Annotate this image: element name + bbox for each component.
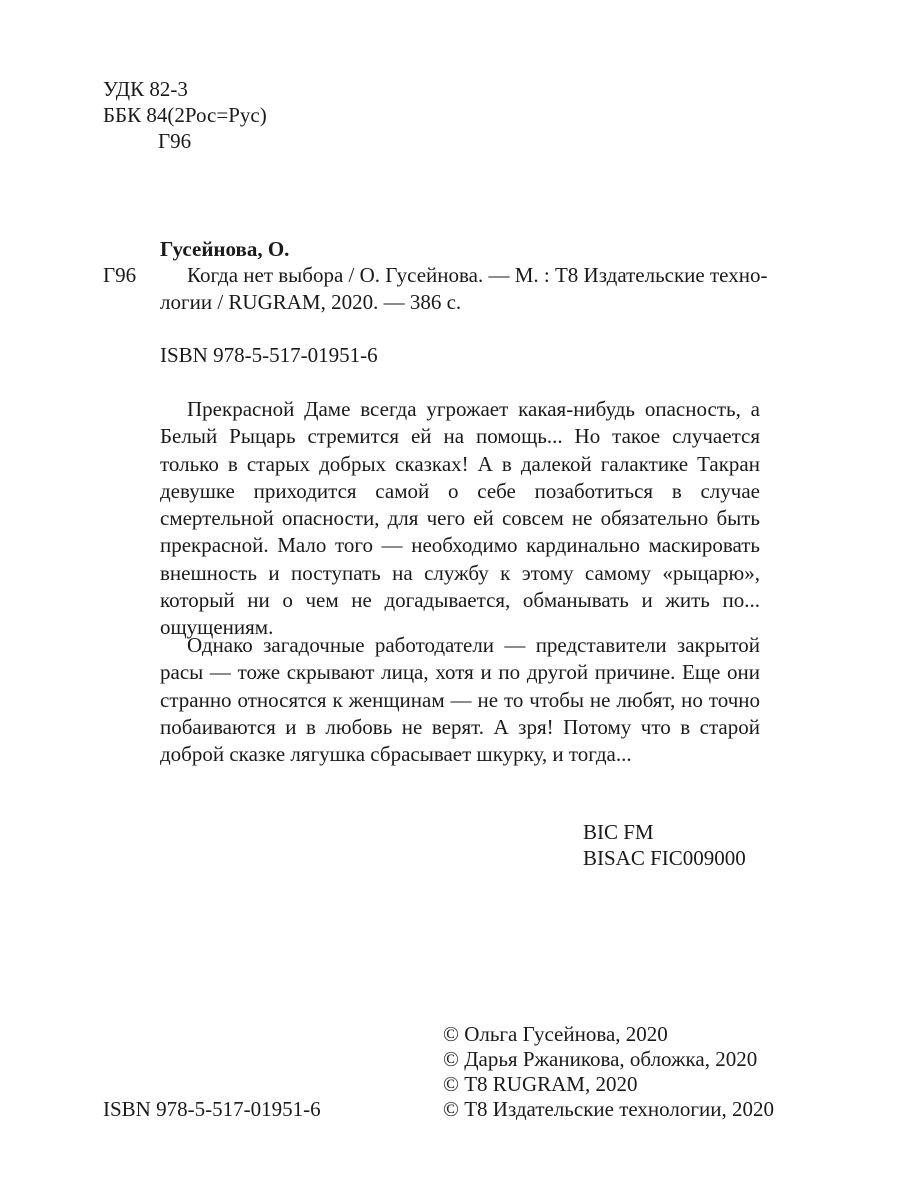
copyright-line: © Ольга Гусейнова, 2020 (443, 1022, 668, 1046)
record-author: Гусейнова, О. (160, 237, 290, 261)
bbk-code: ББК 84(2Рос=Рус) (103, 103, 267, 127)
bic-code: BIC FM (583, 820, 654, 844)
udk-code: УДК 82-3 (103, 77, 188, 101)
author-mark: Г96 (158, 129, 192, 153)
copyright-line: © Дарья Ржаникова, обложка, 2020 (443, 1047, 758, 1071)
annotation-paragraph-1: Прекрасной Даме всегда угрожает какая-нибудь опасность, а Белый Рыцарь стремится ей на помощь... Но такое случается только в старых добрых сказках! А в далекой галактике Такран девушке приходится самой о себе позаботиться в случае смертельной опасности, для чего ей совсем не обязательно быть прекрасной. Мало того — необходимо кардинально маскировать внешность и поступать на службу к этому самому «рыцарю», который ни о чем не догадывается, обманывать и жить по... ощущениям. (160, 397, 760, 640)
annotation-paragraph-2: Однако загадочные работодатели — представители закрытой расы — тоже скрывают лица, хотя и по другой причине. Еще они странно относятся к женщинам — не то чтобы не любят, но точно побаиваются и в любовь не верят. А зря! Потому что в старой доброй сказке лягушка сбрасывает шкурку, и тогда... (160, 633, 760, 767)
record-title-line-2: логии / RUGRAM, 2020. — 386 с. (160, 290, 462, 314)
record-author-mark: Г96 (103, 263, 137, 287)
record-title-line-1: Когда нет выбора / О. Гусейнова. — М. : Т8 Издательские техно- (187, 263, 768, 287)
footer-isbn: ISBN 978-5-517-01951-6 (103, 1097, 321, 1121)
record-isbn: ISBN 978-5-517-01951-6 (160, 343, 378, 367)
bisac-code: BISAC FIC009000 (583, 846, 746, 870)
copyright-line: © Т8 Издательские технологии, 2020 (443, 1097, 774, 1121)
copyright-line: © Т8 RUGRAM, 2020 (443, 1072, 638, 1096)
